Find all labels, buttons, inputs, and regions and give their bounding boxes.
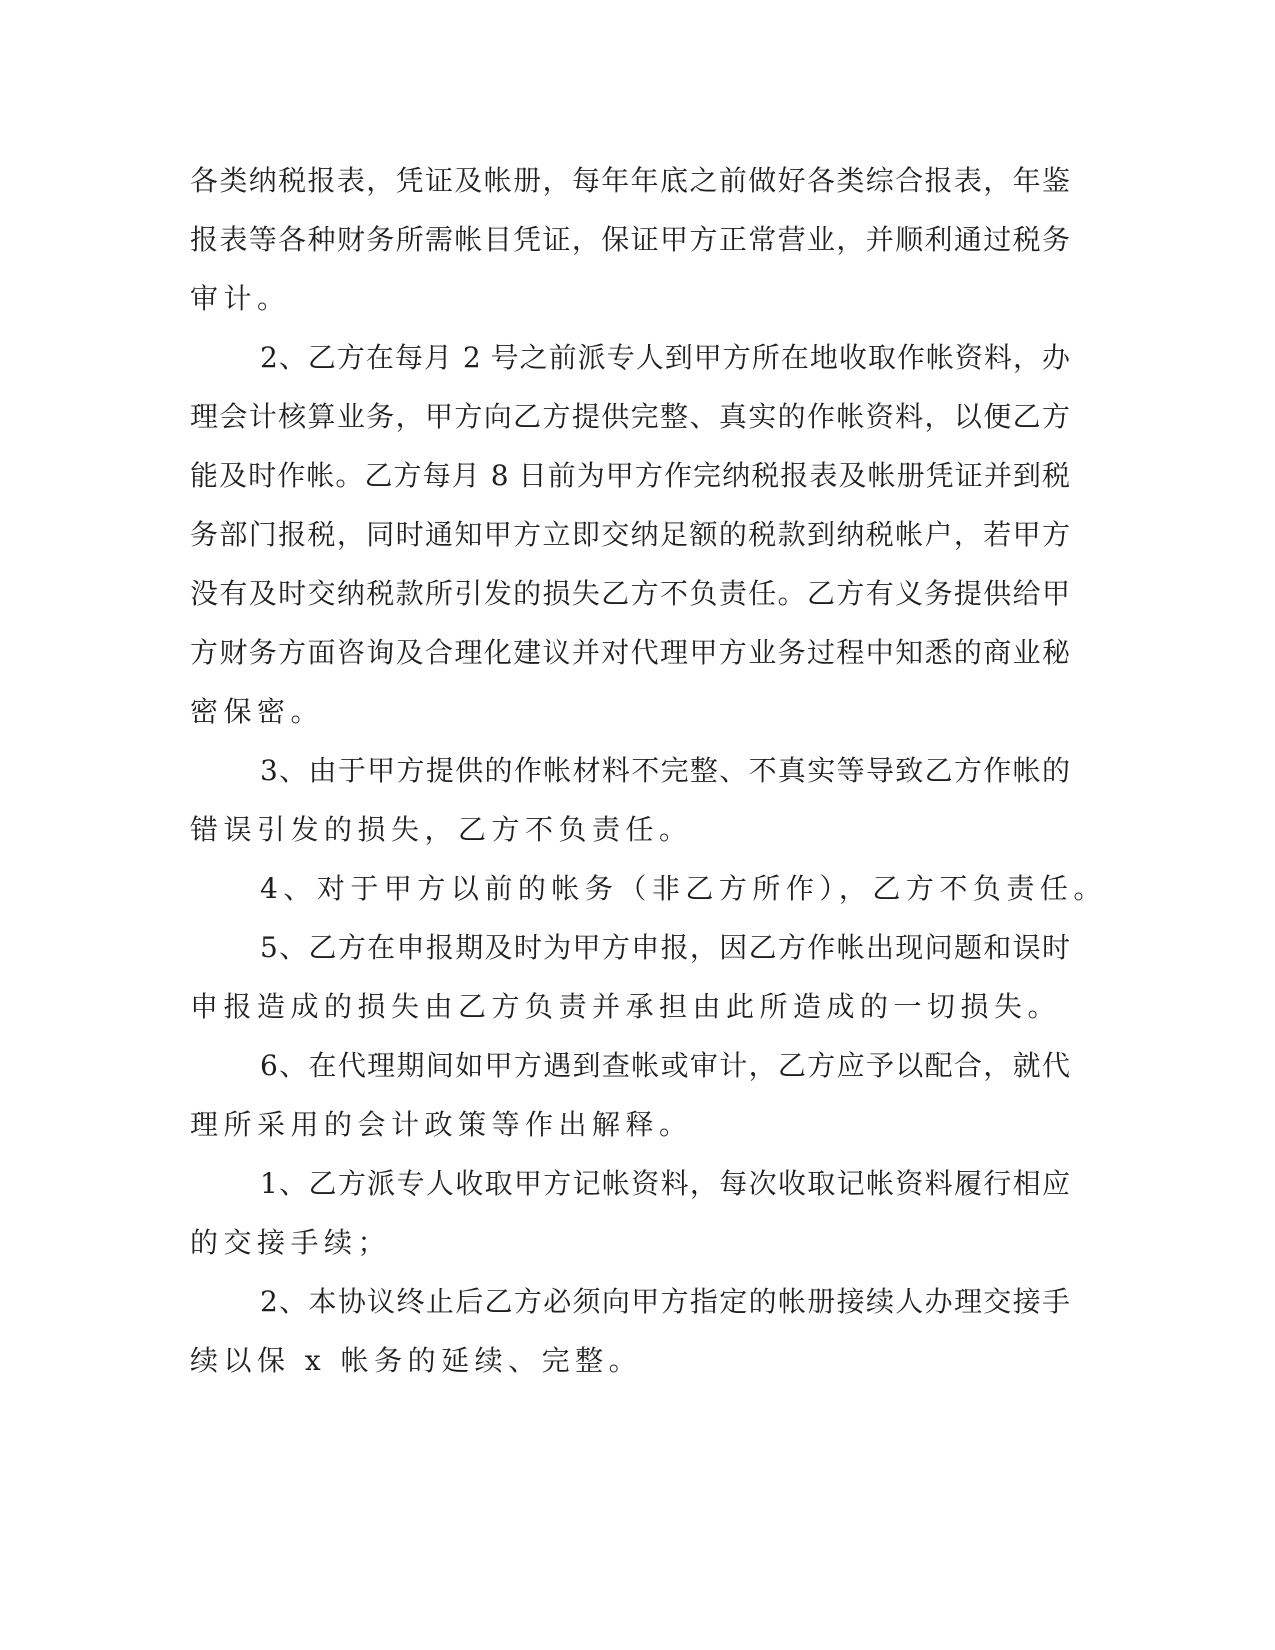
text-line: 理会计核算业务，甲方向乙方提供完整、真实的作帐资料，以便乙方 (190, 400, 1070, 433)
text-line: 续以保 x 帐务的延续、完整。 (190, 1344, 643, 1377)
text-line: 务部门报税，同时通知甲方立即交纳足额的税款到纳税帐户，若甲方 (190, 518, 1070, 551)
text-line: 没有及时交纳税款所引发的损失乙方不负责任。乙方有义务提供给甲 (190, 577, 1070, 610)
text-line: 报表等各种财务所需帐目凭证，保证甲方正常营业，并顺利通过税务 (190, 223, 1070, 256)
text-line: 错误引发的损失，乙方不负责任。 (190, 813, 693, 846)
text-line: 能及时作帐。乙方每月 8 日前为甲方作完纳税报表及帐册凭证并到税 (190, 459, 1070, 492)
text-line: 理所采用的会计政策等作出解释。 (190, 1108, 693, 1141)
text-line: 密保密。 (190, 695, 325, 728)
paragraph-start-line: 1、乙方派专人收取甲方记帐资料，每次收取记帐资料履行相应 (260, 1167, 1070, 1200)
text-line: 审计。 (190, 282, 291, 315)
paragraph-start-line: 2、本协议终止后乙方必须向甲方指定的帐册接续人办理交接手 (260, 1285, 1070, 1318)
text-line: 申报造成的损失由乙方负责并承担由此所造成的一切损失。 (190, 990, 1062, 1023)
paragraph-start-line: 6、在代理期间如甲方遇到查帐或审计，乙方应予以配合，就代 (260, 1049, 1070, 1082)
paragraph-start-line: 3、由于甲方提供的作帐材料不完整、不真实等导致乙方作帐的 (260, 754, 1070, 787)
text-line: 的交接手续； (190, 1226, 392, 1259)
paragraph-start-line: 4、对于甲方以前的帐务（非乙方所作），乙方不负责任。 (260, 872, 1107, 905)
text-line: 各类纳税报表，凭证及帐册，每年年底之前做好各类综合报表，年鉴 (190, 164, 1070, 197)
paragraph-start-line: 5、乙方在申报期及时为甲方申报，因乙方作帐出现问题和误时 (260, 931, 1070, 964)
text-line: 方财务方面咨询及合理化建议并对代理甲方业务过程中知悉的商业秘 (190, 636, 1070, 669)
paragraph-start-line: 2、乙方在每月 2 号之前派专人到甲方所在地收取作帐资料，办 (260, 341, 1070, 374)
